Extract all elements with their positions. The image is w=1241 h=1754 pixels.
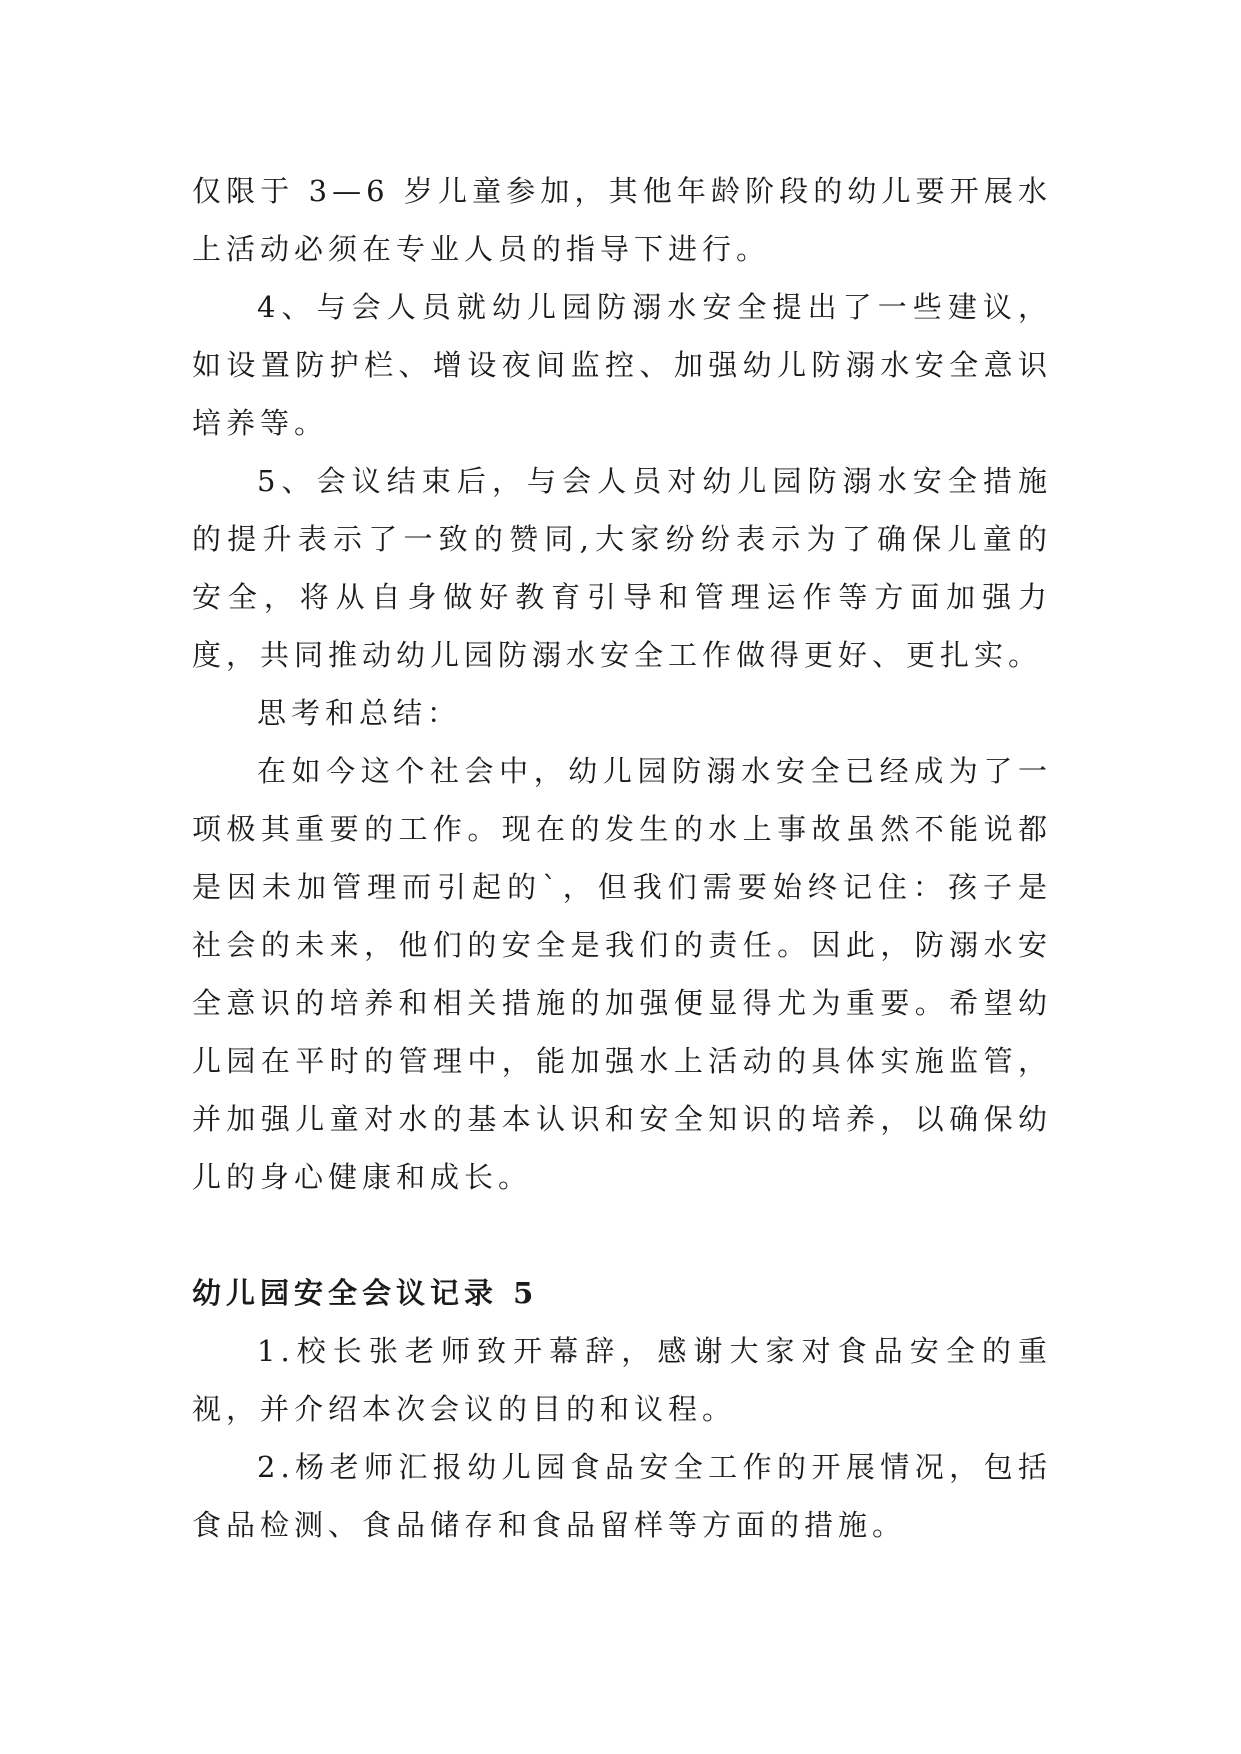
paragraph-reflection-heading: 思考和总结： (257, 696, 462, 730)
document-body (192, 162, 1052, 1554)
section-title: 幼儿园安全会议记录 5 (192, 1276, 539, 1310)
paragraph-minutes-item-2: 2.杨老师汇报幼儿园食品安全工作的开展情况，包括食品检测、食品储存和食品留样等方面的措施。 (192, 1450, 1052, 1542)
paragraph-item-4: 4、与会人员就幼儿园防溺水安全提出了一些建议，如设置防护栏、增设夜间监控、加强幼儿防溺水安全意识培养等。 (192, 290, 1052, 440)
paragraph-item-5: 5、会议结束后，与会人员对幼儿园防溺水安全措施的提升表示了一致的赞同,大家纷纷表示为了确保儿童的安全，将从自身做好教育引导和管理运作等方面加强力度，共同推动幼儿园防溺水安全工作做得更好、更扎实。 (192, 464, 1052, 672)
paragraph-age-limit: 仅限于 3—6 岁儿童参加，其他年龄阶段的幼儿要开展水上活动必须在专业人员的指导下进行。 (192, 174, 1052, 266)
paragraph-reflection-body: 在如今这个社会中，幼儿园防溺水安全已经成为了一项极其重要的工作。现在的发生的水上事故虽然不能说都是因未加管理而引起的`，但我们需要始终记住：孩子是社会的未来，他们的安全是我们的责任。因此，防溺水安全意识的培养和相关措施的加强便显得尤为重要。希望幼儿园在平时的管理中，能加强水上活动的具体实施监管，并加强儿童对水的基本认识和安全知识的培养，以确保幼儿的身心健康和成长。 (192, 754, 1052, 1194)
paragraph-minutes-item-1: 1.校长张老师致开幕辞，感谢大家对食品安全的重视，并介绍本次会议的目的和议程。 (192, 1334, 1052, 1426)
